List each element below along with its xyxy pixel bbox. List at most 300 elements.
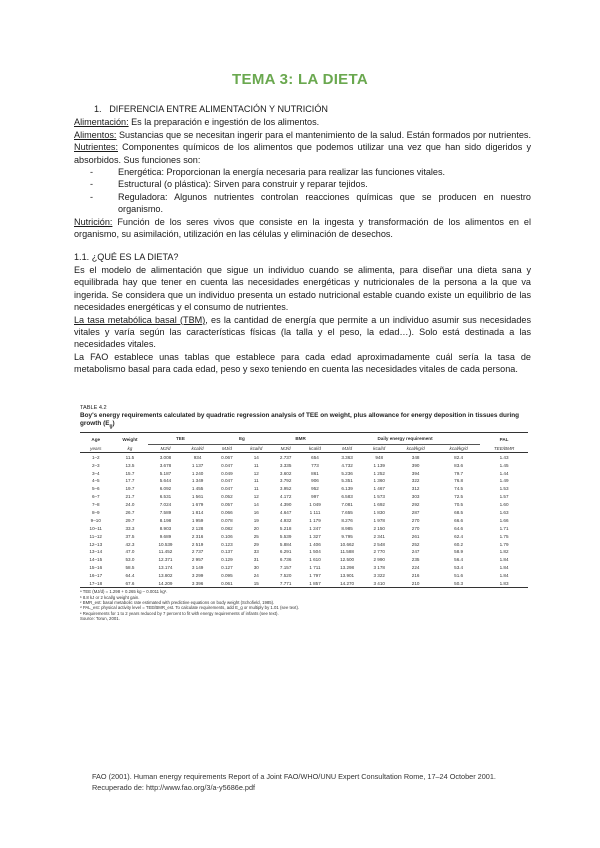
table-cell: 76.8: [454, 478, 464, 484]
table-cell: 0.047: [221, 478, 233, 484]
table-cell: 20: [253, 525, 259, 531]
table-notes: [80, 589, 528, 621]
table-cell: 13.174: [158, 565, 173, 571]
table-cell: 2 316: [191, 533, 204, 539]
table-cell: 224: [411, 565, 420, 571]
table-cell: 1 692: [373, 502, 385, 508]
table-cell: 1.71: [499, 525, 509, 531]
table-cell: 5.236: [341, 470, 353, 476]
table-cell: 9–10: [90, 517, 101, 523]
table-cell: 3 396: [183, 580, 213, 588]
table-cell: 3 322: [373, 573, 385, 579]
table-cell: 9.689: [159, 533, 172, 539]
table-cell: 1 240: [191, 470, 204, 476]
subsection-heading: 1.1. ¿QUÉ ES LA DIETA?: [74, 252, 179, 263]
table-cell: 0.057: [221, 502, 233, 508]
energy-table-figure: [80, 405, 528, 621]
table-cell: 13.802: [158, 573, 173, 579]
column-header: Eg: [213, 433, 272, 445]
column-header: BMR: [271, 433, 330, 445]
table-cell: 12: [253, 494, 259, 500]
table-cell: 26.7: [125, 509, 135, 515]
unit-header: kcal/d: [183, 445, 213, 453]
table-row: [80, 532, 528, 540]
table-cell: 2 548: [373, 541, 385, 547]
table-cell: 1.84: [499, 573, 509, 579]
table-cell: 37.5: [125, 533, 135, 539]
table-cell: 0.049: [221, 470, 233, 476]
table-cell: 1 455: [191, 486, 204, 492]
table-cell: 3.335: [279, 462, 292, 468]
table-cell: 8.198: [159, 517, 172, 523]
table-cell: 4.932: [279, 517, 292, 523]
table-cell: 5.644: [159, 478, 172, 484]
table-cell: 287: [411, 509, 420, 515]
table-cell: 6–7: [91, 494, 100, 500]
text-nutricion: Función de los seres vivos que consiste en la ingesta y transformación de los alimentos en el organismo, su asimilación, utilización en las células y eliminación de desechos.: [74, 216, 531, 240]
unit-header: kcal/kg/d: [394, 445, 437, 453]
table-cell: 934: [193, 454, 202, 460]
table-cell: 2 150: [373, 525, 385, 531]
table-cell: 1 830: [373, 509, 385, 515]
table-cell: 53.4: [454, 565, 464, 571]
table-cell: 1 814: [191, 509, 204, 515]
table-cell: 948: [375, 454, 384, 460]
table-cell: 15–16: [89, 565, 103, 571]
table-cell: 3 149: [191, 565, 204, 571]
table-note: Source: Torun, 2001.: [80, 615, 120, 621]
table-cell: 19: [253, 517, 259, 523]
table-cell: 11: [253, 478, 259, 484]
table-cell: 1 111: [309, 509, 321, 515]
table-cell: 51.6: [454, 573, 464, 579]
energy-requirements-table: [80, 432, 528, 588]
table-cell: 247: [411, 549, 420, 555]
table-cell: 29: [253, 541, 259, 547]
column-header: Weight: [112, 433, 149, 445]
table-cell: 21.7: [125, 494, 135, 500]
table-row: [80, 453, 528, 461]
column-header: PAL: [480, 433, 528, 445]
table-cell: 60.2: [454, 541, 464, 547]
table-cell: 7.771: [271, 580, 300, 588]
unit-header: MJ/d: [213, 445, 242, 453]
table-cell: 2–3: [91, 462, 100, 468]
table-cell: 11.588: [340, 549, 354, 555]
table-cell: 773: [311, 462, 319, 468]
table-cell: 7.520: [279, 573, 292, 579]
table-cell: 14: [253, 454, 259, 460]
table-cell: 1 360: [373, 478, 385, 484]
table-cell: 66.6: [454, 517, 464, 523]
table-note: ᵉ Requirements for 1 to 2 years reduced by 7 percent to fit with energy requirements of infants (see text).: [80, 610, 279, 616]
table-cell: 1 561: [191, 494, 204, 500]
table-row: [80, 572, 528, 580]
text-alimentacion: Es la preparación e ingestión de los alimentos.: [128, 117, 320, 128]
table-cell: 11.5: [125, 454, 135, 460]
table-cell: 1 679: [191, 502, 204, 508]
table-cell: 1 504: [309, 549, 321, 555]
table-cell: 14.209: [148, 580, 182, 588]
table-cell: 13.298: [340, 565, 355, 571]
table-cell: 7.589: [159, 509, 172, 515]
table-cell: 4.732: [341, 462, 353, 468]
table-cell: 0.067: [221, 454, 233, 460]
table-cell: 13.901: [340, 573, 355, 579]
table-cell: 13–14: [89, 549, 103, 555]
table-row: [80, 493, 528, 501]
term-alimentos: Alimentos:: [74, 129, 117, 140]
table-cell: 2 770: [373, 549, 385, 555]
table-cell: 68.5: [454, 509, 464, 515]
table-cell: 997: [311, 494, 319, 500]
table-cell: 3 299: [191, 573, 204, 579]
table-cell: 24.0: [125, 502, 135, 508]
table-description-text: Boy's energy requirements calculated by quadratic regression analysis of TEE on weight, plus allowance for energy deposition in tissues during growth (E: [80, 412, 520, 427]
column-header: TEE: [148, 433, 212, 445]
table-cell: 2 990: [373, 557, 385, 563]
table-cell: 1 252: [373, 470, 385, 476]
table-cell: 312: [411, 486, 420, 492]
table-cell: 47.0: [125, 549, 135, 555]
paragraph-tmb: [74, 314, 531, 351]
table-cell: 53.0: [125, 557, 135, 563]
table-units-row: [80, 445, 528, 453]
table-cell: 270: [411, 517, 420, 523]
table-cell: 3.602: [279, 470, 292, 476]
table-cell: 14: [253, 502, 259, 508]
table-cell: 3.792: [279, 478, 292, 484]
table-cell: 10.662: [340, 541, 355, 547]
table-cell: 210: [394, 580, 437, 588]
table-cell: 8–9: [91, 509, 100, 515]
table-description-subscript: g: [109, 423, 113, 430]
table-cell: 0.061: [213, 580, 242, 588]
table-cell: 7.081: [341, 502, 353, 508]
table-cell: 15: [241, 580, 271, 588]
table-cell: 12: [253, 470, 259, 476]
table-note: ᵈ PAL_est: physical activity level = TEE/BMR_est. To calculate requirements, add E_g or multiply by 1.01 (see text).: [80, 605, 300, 611]
table-cell: 1.83: [480, 580, 528, 588]
table-row: [80, 556, 528, 564]
term-nutricion: Nutrición:: [74, 216, 113, 227]
table-row: [80, 485, 528, 493]
table-cell: 1 978: [373, 517, 385, 523]
table-cell: 2 519: [191, 541, 204, 547]
table-cell: 7.024: [159, 502, 172, 508]
definition-nutricion: [74, 216, 531, 241]
page-title: TEMA 3: LA DIETA: [232, 71, 368, 88]
table-cell: 0.123: [221, 541, 233, 547]
table-cell: 17.7: [125, 478, 135, 484]
table-cell: 30: [253, 565, 259, 571]
table-cell: 322: [411, 478, 420, 484]
table-cell: 0.047: [221, 462, 233, 468]
table-cell: 1 959: [191, 517, 204, 523]
table-cell: 42.3: [125, 541, 135, 547]
table-cell: 1.79: [499, 541, 509, 547]
definition-nutrientes: [74, 141, 531, 166]
table-note: ᵃ TEE (MJ/d) = 1.298 + 0.265 kg – 0.0011 kg².: [80, 589, 168, 595]
table-cell: 8.903: [159, 525, 172, 531]
table-cell: 7.655: [341, 509, 353, 515]
table-cell: 0.082: [221, 525, 233, 531]
table-cell: 58.9: [454, 549, 464, 555]
table-cell: 8.276: [341, 517, 353, 523]
unit-header: kcal/d: [364, 445, 394, 453]
table-cell: 261: [411, 533, 420, 539]
table-cell: 1 137: [191, 462, 204, 468]
table-cell: 394: [411, 470, 420, 476]
table-cell: 906: [311, 478, 319, 484]
table-row: [80, 524, 528, 532]
table-row: [80, 580, 528, 588]
list-item: - Reguladora: Algunos nutrientes controlan reacciones químicas que se producen en nuestro organismo.: [118, 191, 531, 216]
table-cell: 1 857: [300, 580, 330, 588]
section-heading-text: DIFERENCIA ENTRE ALIMENTACIÓN Y NUTRICIÓN: [109, 104, 328, 114]
table-cell: 4.647: [279, 509, 292, 515]
table-cell: 2.737: [279, 454, 292, 460]
table-caption: TABLE 4.2: [80, 405, 107, 411]
table-row: [80, 509, 528, 517]
table-cell: 70.5: [454, 502, 464, 508]
table-cell: 19.7: [125, 486, 135, 492]
table-cell: 31: [253, 557, 259, 563]
table-cell: 56.4: [454, 557, 464, 563]
table-cell: 16: [253, 509, 259, 515]
list-item: - Estructural (o plástica): Sirven para construir y reparar tejidos.: [118, 178, 531, 190]
table-cell: 3 410: [364, 580, 394, 588]
table-cell: 1 573: [373, 494, 385, 500]
table-cell: 58.5: [125, 565, 135, 571]
table-cell: 15.7: [125, 470, 135, 476]
table-cell: 13.5: [125, 462, 135, 468]
table-cell: 11: [253, 486, 259, 492]
section-number: 1.: [94, 104, 102, 114]
table-row: [80, 516, 528, 524]
column-header: Daily energy requirement: [330, 433, 480, 445]
table-row: [80, 477, 528, 485]
reference-block: [92, 771, 532, 793]
table-cell: 0.095: [221, 573, 233, 579]
table-cell: 1 049: [309, 502, 321, 508]
table-cell: 216: [411, 573, 420, 579]
table-cell: 1.66: [499, 517, 509, 523]
table-cell: 1.84: [499, 565, 509, 571]
table-cell: 5.218: [279, 525, 292, 531]
table-cell: 270: [411, 525, 420, 531]
unit-header: kcal/d: [300, 445, 330, 453]
table-cell: 1.60: [499, 502, 509, 508]
table-cell: 1 711: [309, 565, 321, 571]
table-cell: 10–11: [89, 525, 102, 531]
table-cell: 1.43: [499, 454, 509, 460]
table-cell: 5.884: [279, 541, 292, 547]
table-cell: 1–2: [91, 454, 100, 460]
table-cell: 4–5: [91, 478, 100, 484]
table-cell: 292: [411, 502, 420, 508]
table-cell: 6.092: [159, 486, 172, 492]
document-body: [74, 103, 531, 376]
table-row: [80, 469, 528, 477]
table-cell: 33: [253, 549, 259, 555]
text-alimentos: Sustancias que se necesitan ingerir para el mantenimiento de la salud. Están formados por nutrientes.: [116, 129, 531, 140]
table-cell: 82.4: [454, 454, 464, 460]
table-cell: 67.6: [112, 580, 149, 588]
table-cell: 8.985: [341, 525, 353, 531]
table-cell: 3.952: [279, 486, 292, 492]
table-cell: 1.82: [499, 549, 509, 555]
table-cell: 6.736: [279, 557, 292, 563]
definition-alimentos: [74, 129, 531, 141]
table-cell: 2 957: [191, 557, 204, 563]
table-cell: 3.363: [341, 454, 353, 460]
table-row: [80, 548, 528, 556]
table-body: [80, 453, 528, 588]
unit-header: kg: [112, 445, 149, 453]
table-cell: 6.531: [159, 494, 172, 500]
unit-header: kcal/d: [241, 445, 271, 453]
table-cell: 11: [253, 462, 259, 468]
section-heading: [94, 103, 531, 115]
unit-header: MJ/d: [148, 445, 182, 453]
table-cell: 0.078: [221, 517, 233, 523]
table-description: [80, 412, 528, 430]
table-cell: 1 139: [373, 462, 385, 468]
nutrient-functions-list: [118, 166, 531, 216]
table-cell: 0.047: [221, 486, 233, 492]
table-cell: 5.539: [279, 533, 292, 539]
table-cell: 50.3: [437, 580, 480, 588]
table-cell: 952: [311, 486, 319, 492]
unit-header: MJ/d: [271, 445, 300, 453]
term-alimentacion: Alimentación:: [74, 117, 129, 128]
table-cell: 14–15: [89, 557, 103, 563]
table-cell: 12–13: [89, 541, 103, 547]
table-row: [80, 501, 528, 509]
table-cell: 654: [311, 454, 319, 460]
table-cell: 1.84: [499, 557, 509, 563]
table-cell: 24: [253, 573, 259, 579]
term-nutrientes: Nutrientes:: [74, 142, 118, 153]
table-cell: 1 179: [309, 517, 321, 523]
table-cell: 1.63: [499, 509, 509, 515]
table-header-row: [80, 433, 528, 445]
table-cell: 861: [311, 470, 319, 476]
table-cell: 1.45: [499, 462, 509, 468]
table-cell: 0.052: [221, 494, 233, 500]
table-cell: 5–6: [91, 486, 100, 492]
table-cell: 1 247: [309, 525, 321, 531]
table-cell: 1 327: [309, 533, 321, 539]
table-cell: 1.53: [499, 486, 509, 492]
table-cell: 12.371: [158, 557, 173, 563]
table-cell: 1 797: [309, 573, 321, 579]
table-note: ᶜ BMR_est: basal metabolic rate estimated with predictive equations on body weight (Schofield, 1985).: [80, 600, 275, 606]
table-cell: 2 737: [191, 549, 204, 555]
table-cell: 7–8: [91, 502, 100, 508]
table-cell: 3.678: [159, 462, 172, 468]
table-cell: 5.187: [159, 470, 172, 476]
table-description-end: ): [112, 420, 115, 427]
table-cell: 1.44: [499, 470, 509, 476]
table-cell: 1.75: [499, 533, 509, 539]
list-item: - Energética: Proporcionan la energía necesaria para realizar las funciones vitales.: [118, 166, 531, 178]
table-cell: 6.583: [341, 494, 353, 500]
table-cell: 1 406: [309, 541, 321, 547]
table-cell: 33.3: [125, 525, 135, 531]
column-header: Age: [80, 433, 112, 445]
unit-header: years: [80, 445, 112, 453]
table-row: [80, 461, 528, 469]
unit-header: kcal/kg/d: [437, 445, 480, 453]
table-cell: 5.351: [341, 478, 353, 484]
table-cell: 11–12: [89, 533, 102, 539]
text-nutrientes: Componentes químicos de los alimentos que podemos utilizar una vez que han sido digeridos y absorbidos. Sus funciones son:: [74, 142, 531, 165]
table-cell: 303: [411, 494, 420, 500]
table-cell: 11.452: [158, 549, 173, 555]
table-cell: 0.106: [221, 533, 233, 539]
table-cell: 83.6: [454, 462, 464, 468]
table-cell: 7.157: [279, 565, 292, 571]
table-cell: 390: [411, 462, 420, 468]
table-cell: 62.4: [454, 533, 464, 539]
table-cell: 0.137: [221, 549, 233, 555]
table-cell: 235: [411, 557, 420, 563]
table-cell: 3–4: [91, 470, 100, 476]
table-cell: 2 128: [191, 525, 204, 531]
table-cell: 348: [411, 454, 420, 460]
table-cell: 29.7: [125, 517, 135, 523]
table-cell: 1.57: [499, 494, 509, 500]
unit-header: TEE/BMR: [480, 445, 528, 453]
table-cell: 1 467: [373, 486, 385, 492]
table-row: [80, 540, 528, 548]
text-tmb: , es la cantidad de energía que permite a un individuo asumir sus necesidades vitales y varía según las características físicas (la talla y el peso, la edad…). Solo está destinada a las necesidades vitales.: [74, 314, 531, 350]
table-cell: 4.390: [279, 502, 292, 508]
table-cell: 64.6: [454, 525, 464, 531]
table-row: [80, 564, 528, 572]
table-cell: 2 341: [373, 533, 385, 539]
table-cell: 3.008: [159, 454, 172, 460]
reference-citation: FAO (2001). Human energy requirements Report of a Joint FAO/WHO/UNU Expert Consultation Rome, 17–24 October 2001.: [92, 772, 496, 781]
table-cell: 1 610: [309, 557, 321, 563]
table-cell: 6.139: [341, 486, 353, 492]
table-cell: 1 349: [191, 478, 204, 484]
table-cell: 6.291: [279, 549, 292, 555]
table-cell: 3 178: [373, 565, 385, 571]
table-cell: 14.270: [330, 580, 364, 588]
table-cell: 79.7: [454, 470, 464, 476]
table-note: ᵇ 8.8 kJ or 2 kcal/g weight gain.: [80, 594, 140, 600]
table-cell: 0.129: [221, 557, 233, 563]
table-cell: 17–18: [80, 580, 112, 588]
table-cell: 0.127: [221, 565, 233, 571]
table-cell: 12.500: [340, 557, 355, 563]
paragraph-dieta: Es el modelo de alimentación que sigue un individuo cuando se alimenta, para diseñar una dieta sana y equilibrada hay que tener en cuenta las necesidades energéticas y nutricionales de la persona a la que va ingerida. Se considera que un individuo presenta un estado nutricional estable cuando existe un equilibrio de las necesidades energéticas y el consumo de nutrientes.: [74, 264, 531, 313]
table-cell: 10.539: [158, 541, 173, 547]
table-cell: 4.172: [279, 494, 292, 500]
table-cell: 16–17: [89, 573, 103, 579]
table-cell: 64.4: [125, 573, 135, 579]
table-cell: 1.49: [499, 478, 509, 484]
reference-url: Recuperado de: http://www.fao.org/3/a-y5686e.pdf: [92, 783, 256, 792]
table-cell: 252: [411, 541, 420, 547]
table-cell: 25: [253, 533, 259, 539]
paragraph-fao: La FAO establece unas tablas que establece para cada edad aproximadamente cuál sería la tasa de metabolismo basal para cada edad, peso y sexo teniendo en cuenta las necesidades vitales de cada persona.: [74, 351, 531, 375]
term-tmb: La tasa metabólica basal (TBM): [74, 314, 206, 325]
table-cell: 9.795: [341, 533, 353, 539]
